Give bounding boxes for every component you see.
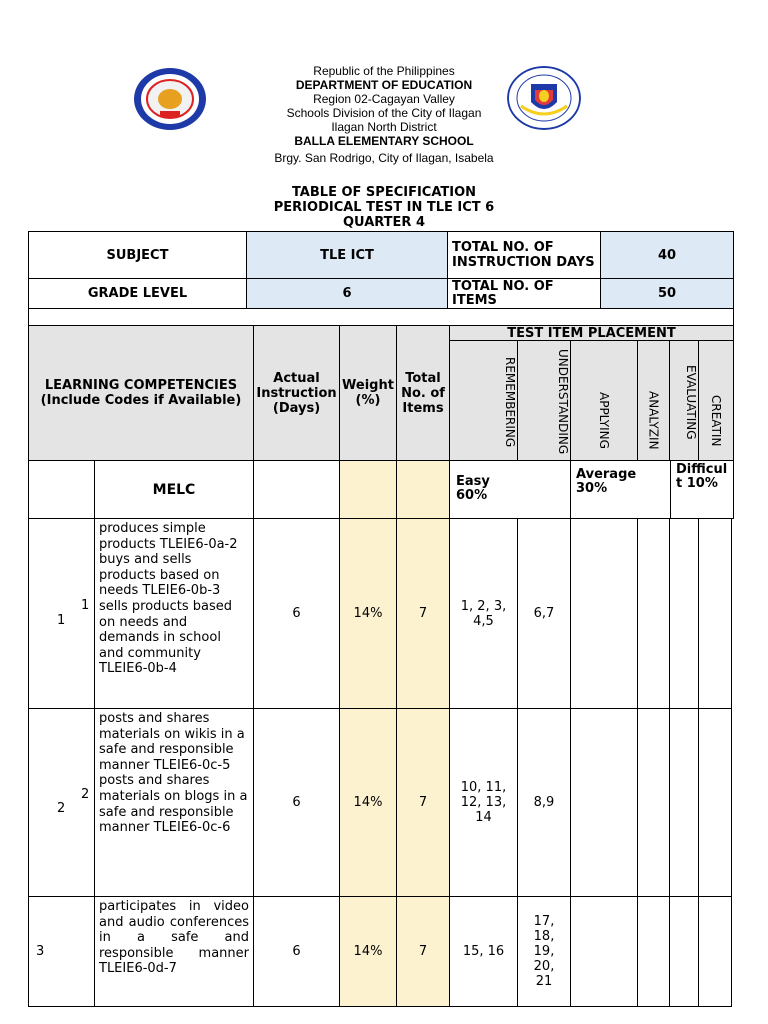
row-3-days: 6 <box>253 896 340 1007</box>
department-line: DEPARTMENT OF EDUCATION <box>295 78 473 92</box>
doc-quarter: QUARTER 4 <box>342 215 426 230</box>
days-header: Actual Instruction (Days) <box>253 325 340 461</box>
row-2-analyzing <box>637 708 670 897</box>
row-3-understanding: 17, 18, 19, 20, 21 <box>517 896 571 1007</box>
easy-label: Easy 60% <box>456 474 490 503</box>
total-items-label: TOTAL NO. OF ITEMS <box>447 278 601 309</box>
division-line: Schools Division of the City of Ilagan <box>286 106 482 120</box>
district-line: Ilagan North District <box>331 120 437 134</box>
subject-label: SUBJECT <box>28 231 247 279</box>
row-2-creating <box>698 708 732 897</box>
school-name: BALLA ELEMENTARY SCHOOL <box>294 134 474 148</box>
row-1-subnum: 1 <box>81 598 90 613</box>
row-1-items: 7 <box>396 518 450 709</box>
analyzing-header-cell <box>637 340 670 461</box>
row-3-num: 3 <box>28 896 95 1007</box>
weight-header: Weight (%) <box>339 325 397 461</box>
analyzing-header: ANALYZIN <box>646 391 661 450</box>
row-3-applying <box>570 896 638 1007</box>
row-1-creating <box>698 518 732 709</box>
row-1-remembering: 1, 2, 3, 4,5 <box>449 518 518 709</box>
understanding-header: UNDERSTANDING <box>517 340 571 461</box>
difficult-cell <box>670 460 734 519</box>
row-1-competencies: produces simple products TLEIE6-0a-2 buys and sells products based on needs TLEIE6-0b-3 sells products based on needs and demands in school and community TLEIE6-0b-4 <box>94 518 254 709</box>
instruction-days-label: TOTAL NO. OF INSTRUCTION DAYS <box>447 231 601 279</box>
row-3-analyzing <box>637 896 670 1007</box>
subject-value: TLE ICT <box>246 231 448 279</box>
competencies-header: LEARNING COMPETENCIES (Include Codes if Available) <box>28 325 254 461</box>
melc-label: MELC <box>94 460 254 519</box>
easy-cell <box>449 460 571 519</box>
row-2-remembering: 10, 11, 12, 13, 14 <box>449 708 518 897</box>
row-1-applying <box>570 518 638 709</box>
creating-header: CREATIN <box>709 394 723 447</box>
melc-num-cell <box>28 460 95 519</box>
remembering-header: REMEMBERING <box>449 340 518 461</box>
difficult-label: Difficult 10% <box>676 462 728 491</box>
row-2-applying <box>570 708 638 897</box>
total-items-header: Total No. of Items <box>396 325 450 461</box>
average-label: Average 30% <box>576 467 637 496</box>
row-3-remembering: 15, 16 <box>449 896 518 1007</box>
instruction-days-value: 40 <box>600 231 734 279</box>
average-cell <box>570 460 671 519</box>
melc-weight-cell <box>339 460 397 519</box>
region-line: Region 02-Cagayan Valley <box>313 92 455 106</box>
total-items-value: 50 <box>600 278 734 309</box>
evaluating-header: EVALUATING <box>669 340 699 461</box>
grade-level-value: 6 <box>246 278 448 309</box>
row-3-items: 7 <box>396 896 450 1007</box>
row-2-items: 7 <box>396 708 450 897</box>
spacer-row <box>28 308 734 326</box>
melc-items-cell <box>396 460 450 519</box>
doc-subtitle: PERIODICAL TEST IN TLE ICT 6 <box>273 200 495 215</box>
placement-header: TEST ITEM PLACEMENT <box>449 325 734 341</box>
row-2-num-cell <box>28 708 95 897</box>
applying-header-cell <box>570 340 638 461</box>
republic-line: Republic of the Philippines <box>313 64 455 78</box>
grade-level-label: GRADE LEVEL <box>28 278 247 309</box>
row-2-days: 6 <box>253 708 340 897</box>
row-2-weight: 14% <box>339 708 397 897</box>
row-2-subnum: 2 <box>81 787 90 802</box>
row-1-weight: 14% <box>339 518 397 709</box>
row-3-weight: 14% <box>339 896 397 1007</box>
row-3-evaluating <box>669 896 699 1007</box>
row-2-evaluating <box>669 708 699 897</box>
creating-header-cell <box>698 340 734 461</box>
doc-title: TABLE OF SPECIFICATION <box>291 185 477 200</box>
row-2-num: 2 <box>57 801 66 816</box>
row-2-competencies: posts and shares materials on wikis in a safe and responsible manner TLEIE6-0c-5 posts and shares materials on blogs in a safe and responsible manner TLEIE6-0c-6 <box>94 708 254 897</box>
row-3-competencies: participates in video and audio conferences in a safe and responsible manner TLEIE6-0d-7 <box>94 896 254 1007</box>
applying-header: APPLYING <box>597 392 611 449</box>
melc-days-cell <box>253 460 340 519</box>
row-1-num: 1 <box>57 613 66 628</box>
row-2-understanding: 8,9 <box>517 708 571 897</box>
row-1-evaluating <box>669 518 699 709</box>
row-1-num-cell <box>28 518 95 709</box>
row-1-understanding: 6,7 <box>517 518 571 709</box>
row-1-days: 6 <box>253 518 340 709</box>
row-3-creating <box>698 896 732 1007</box>
row-1-analyzing <box>637 518 670 709</box>
school-address: Brgy. San Rodrigo, City of Ilagan, Isabela <box>274 151 494 165</box>
